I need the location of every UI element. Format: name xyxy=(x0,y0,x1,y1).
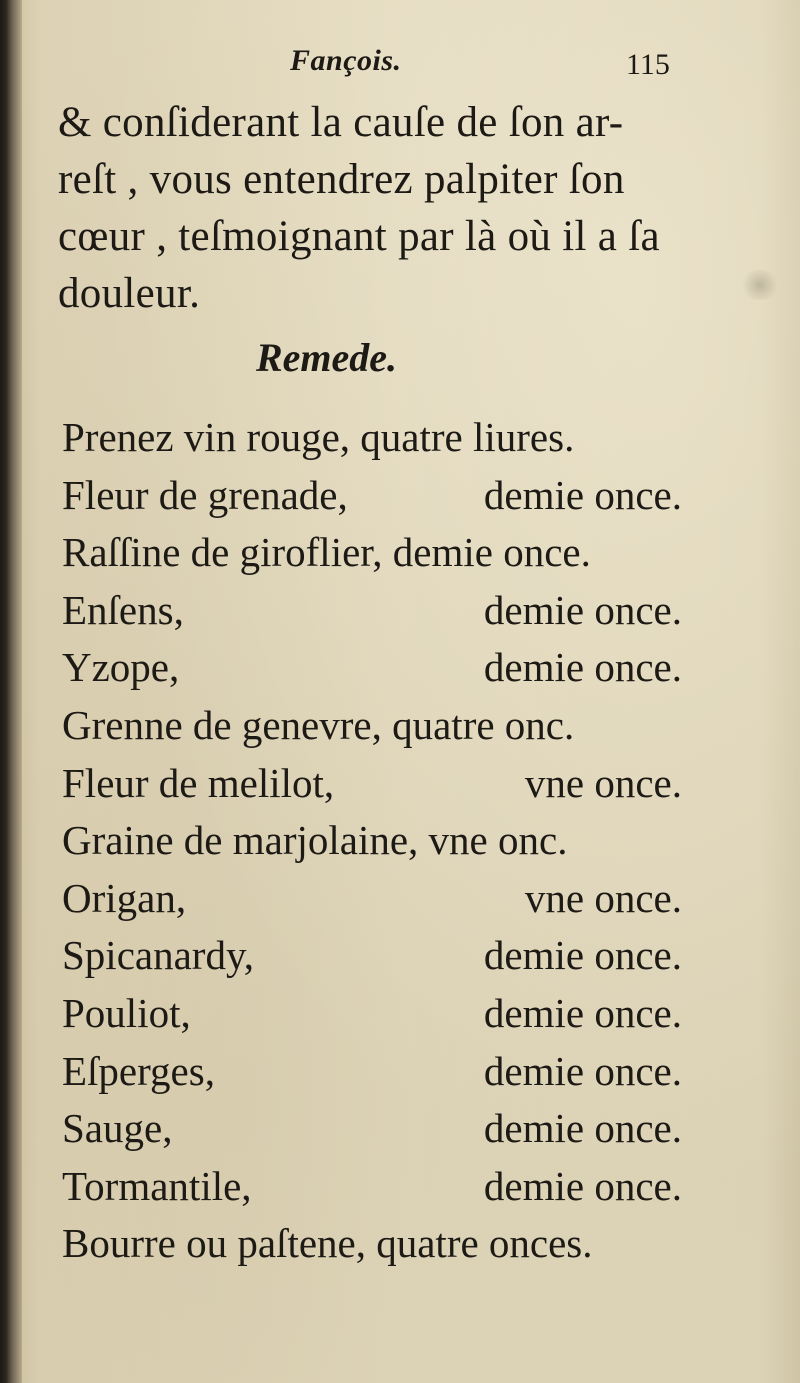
ingredient: Pouliot, xyxy=(62,989,191,1036)
quantity: demie once. xyxy=(483,1047,682,1094)
recipe-line xyxy=(62,1104,682,1162)
recipe-line xyxy=(62,1162,682,1220)
running-head: Fançois. xyxy=(290,44,402,77)
recipe-line xyxy=(62,1219,682,1277)
ingredient: Enſens, xyxy=(62,586,184,633)
quantity: demie once. xyxy=(483,644,682,691)
ingredient: Origan, xyxy=(62,874,187,921)
ingredient: Sauge, xyxy=(62,1105,173,1152)
recipe-line xyxy=(62,989,682,1047)
page-number: 115 xyxy=(626,48,670,81)
body-line: & conſiderant la cauſe de ſon ar- xyxy=(58,99,624,146)
recipe-line-text: Grenne de genevre, quatre onc. xyxy=(62,701,575,748)
recipe-line xyxy=(62,528,682,586)
recipe-line xyxy=(62,816,682,874)
quantity: demie once. xyxy=(483,989,682,1036)
body-line: douleur. xyxy=(58,270,201,317)
body-line: reſt , vous entendrez palpiter ſon xyxy=(58,156,625,203)
recipe-line-text: Graine de marjolaine, vne onc. xyxy=(62,817,568,864)
recipe-line-text: Bourre ou paſtene, quatre onces. xyxy=(62,1220,593,1267)
body-paragraph xyxy=(58,94,698,322)
ingredient: Spicanardy, xyxy=(62,932,255,979)
quantity: vne once. xyxy=(524,874,682,921)
quantity: demie once. xyxy=(483,471,682,518)
recipe-line xyxy=(62,931,682,989)
recipe-line xyxy=(62,471,682,529)
ingredient: Fleur de melilot, xyxy=(62,759,335,806)
quantity: demie once. xyxy=(483,932,682,979)
body-line: cœur , teſmoignant par là où il a ſa xyxy=(58,213,660,260)
paper-stain xyxy=(740,270,780,300)
ingredient: Eſperges, xyxy=(62,1047,215,1094)
ingredient: Tormantile, xyxy=(62,1162,252,1209)
recipe-line xyxy=(62,413,682,471)
ingredient: Yzope, xyxy=(62,644,180,691)
page-gutter-shadow xyxy=(0,0,22,1383)
recipe-line xyxy=(62,874,682,932)
quantity: demie once. xyxy=(483,586,682,633)
recipe-line xyxy=(62,643,682,701)
ingredient: Fleur de grenade, xyxy=(62,471,348,518)
quantity: demie once. xyxy=(483,1162,682,1209)
recipe-line xyxy=(62,701,682,759)
recipe-line-text: Raſſine de giroflier, demie once. xyxy=(62,529,591,576)
recipe-line xyxy=(62,586,682,644)
page-header xyxy=(0,44,800,94)
recipe-line xyxy=(62,1047,682,1105)
recipe-line xyxy=(62,759,682,817)
section-title: Remede. xyxy=(256,335,398,380)
recipe-list xyxy=(62,413,682,1277)
quantity: demie once. xyxy=(483,1105,682,1152)
quantity: vne once. xyxy=(524,759,682,806)
recipe-line-text: Prenez vin rouge, quatre liures. xyxy=(62,414,575,460)
